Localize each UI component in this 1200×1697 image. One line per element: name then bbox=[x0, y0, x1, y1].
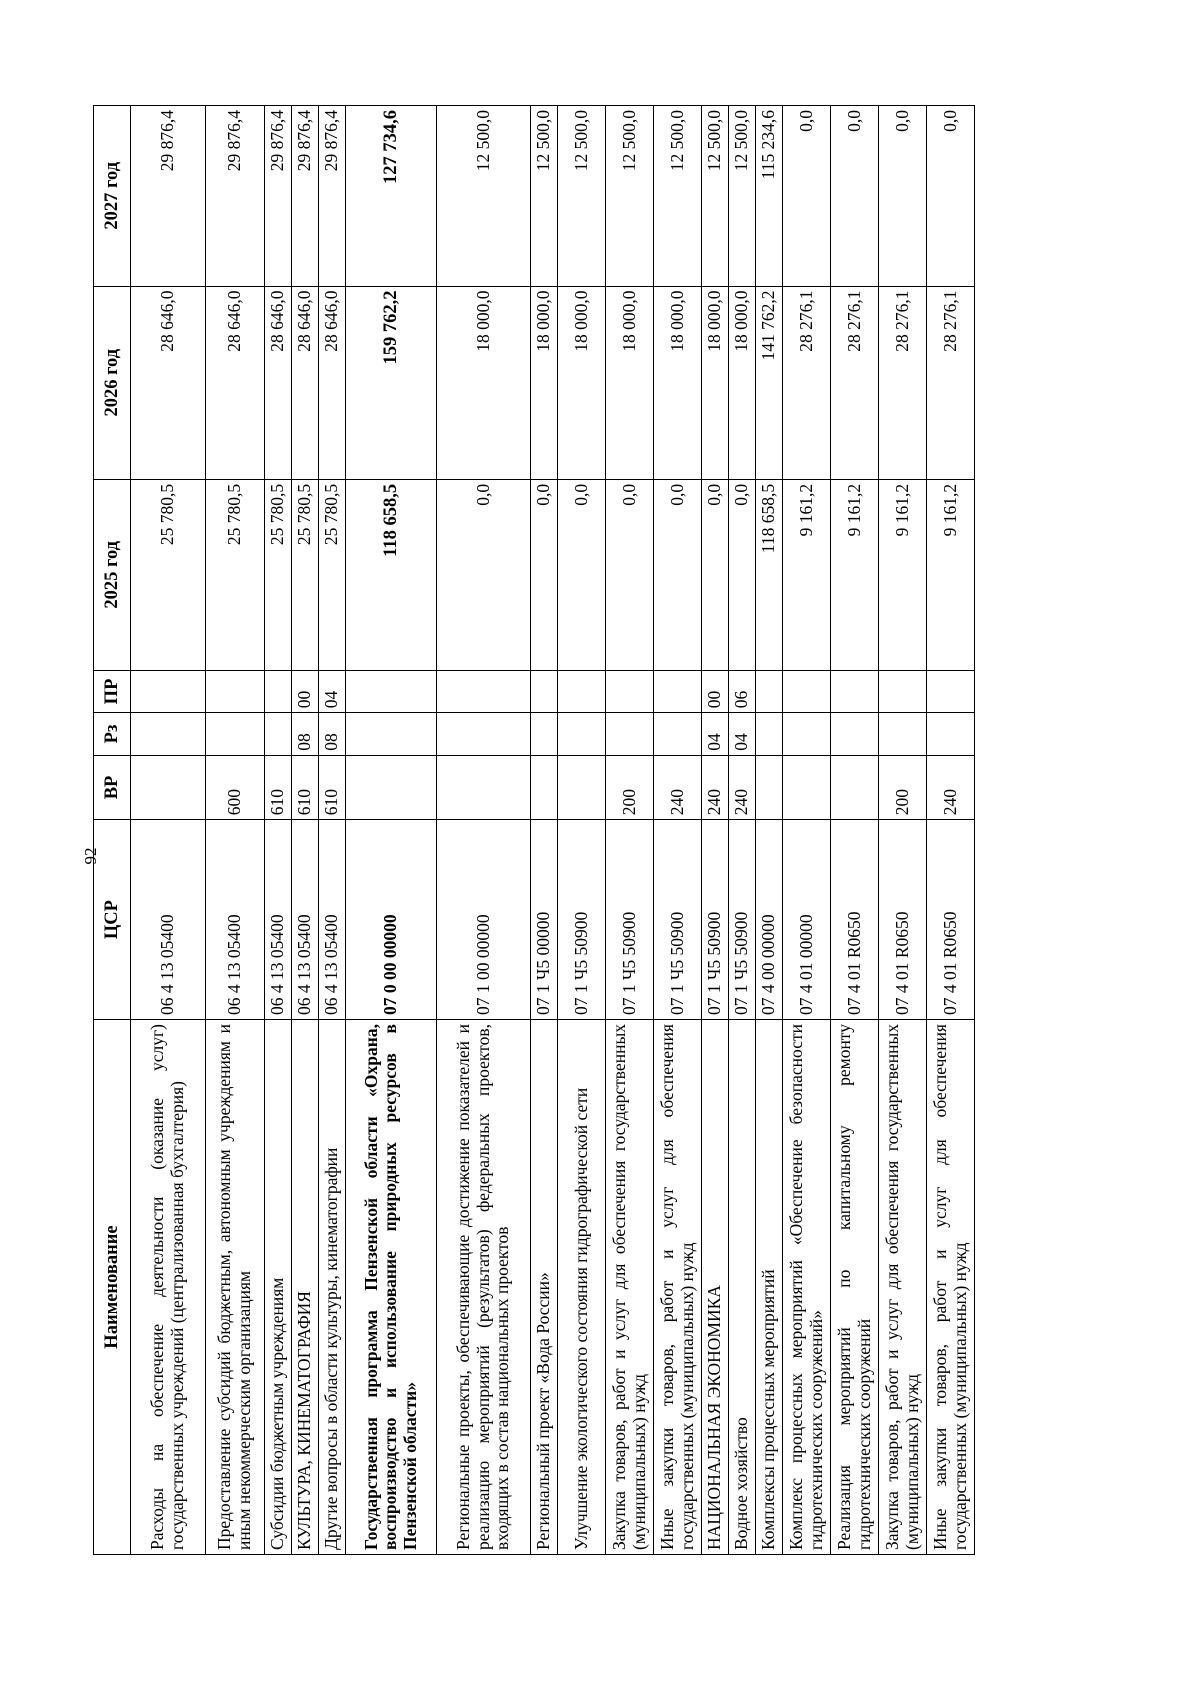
header-csr: ЦСР bbox=[94, 820, 131, 1020]
header-vr: ВР bbox=[94, 755, 131, 819]
row-name: Закупка товаров, работ и услуг для обеспечения государственных (муниципальных) нужд bbox=[879, 1020, 927, 1555]
row-rz bbox=[606, 713, 654, 756]
row-value-2025: 118 658,5 bbox=[756, 479, 783, 670]
row-rz bbox=[927, 713, 975, 756]
row-vr bbox=[558, 755, 606, 819]
row-name: Региональный проект «Вода России» bbox=[531, 1020, 558, 1555]
row-value-2026: 18 000,0 bbox=[437, 286, 531, 479]
table-row bbox=[206, 106, 265, 1555]
row-vr: 610 bbox=[319, 755, 346, 819]
row-vr bbox=[437, 755, 531, 819]
row-rz: 08 bbox=[292, 713, 319, 756]
row-value-2025: 9 161,2 bbox=[927, 479, 975, 670]
row-csr: 06 4 13 05400 bbox=[292, 820, 319, 1020]
row-value-2025: 25 780,5 bbox=[319, 479, 346, 670]
row-value-2026: 18 000,0 bbox=[654, 286, 702, 479]
row-value-2025: 0,0 bbox=[606, 479, 654, 670]
row-pr bbox=[606, 670, 654, 713]
row-csr: 07 1 Ч5 00000 bbox=[531, 820, 558, 1020]
table-row bbox=[437, 106, 531, 1555]
row-vr: 240 bbox=[654, 755, 702, 819]
row-csr: 07 1 Ч5 50900 bbox=[558, 820, 606, 1020]
table-row bbox=[783, 106, 831, 1555]
row-value-2027: 12 500,0 bbox=[729, 106, 756, 287]
row-value-2027: 12 500,0 bbox=[531, 106, 558, 287]
row-value-2025: 0,0 bbox=[729, 479, 756, 670]
row-rz: 04 bbox=[702, 713, 729, 756]
row-rz bbox=[783, 713, 831, 756]
table-row bbox=[702, 106, 729, 1555]
row-pr bbox=[831, 670, 879, 713]
row-csr: 07 1 Ч5 50900 bbox=[606, 820, 654, 1020]
row-value-2026: 28 276,1 bbox=[879, 286, 927, 479]
row-rz bbox=[831, 713, 879, 756]
row-value-2027: 12 500,0 bbox=[437, 106, 531, 287]
row-pr bbox=[531, 670, 558, 713]
row-value-2025: 118 658,5 bbox=[346, 479, 437, 670]
header-name: Наименование bbox=[94, 1020, 131, 1555]
row-value-2027: 0,0 bbox=[831, 106, 879, 287]
table-row bbox=[756, 106, 783, 1555]
table-row bbox=[729, 106, 756, 1555]
table-row bbox=[265, 106, 292, 1555]
row-rz bbox=[131, 713, 206, 756]
row-pr: 00 bbox=[292, 670, 319, 713]
row-value-2027: 29 876,4 bbox=[292, 106, 319, 287]
row-value-2027: 29 876,4 bbox=[265, 106, 292, 287]
row-rz: 08 bbox=[319, 713, 346, 756]
row-value-2025: 9 161,2 bbox=[783, 479, 831, 670]
row-rz bbox=[654, 713, 702, 756]
row-value-2025: 25 780,5 bbox=[265, 479, 292, 670]
row-vr: 240 bbox=[729, 755, 756, 819]
row-csr: 06 4 13 05400 bbox=[319, 820, 346, 1020]
row-pr bbox=[558, 670, 606, 713]
row-name: Государственная программа Пензенской области «Охрана, воспроизводство и использование природных ресурсов в Пензенской области» bbox=[346, 1020, 437, 1555]
row-name: НАЦИОНАЛЬНАЯ ЭКОНОМИКА bbox=[702, 1020, 729, 1555]
row-value-2027: 12 500,0 bbox=[558, 106, 606, 287]
row-name: Субсидии бюджетным учреждениям bbox=[265, 1020, 292, 1555]
row-value-2025: 9 161,2 bbox=[879, 479, 927, 670]
row-csr: 07 0 00 00000 bbox=[346, 820, 437, 1020]
header-2026: 2026 год bbox=[94, 286, 131, 479]
row-value-2026: 28 276,1 bbox=[927, 286, 975, 479]
row-rz bbox=[879, 713, 927, 756]
table-row bbox=[654, 106, 702, 1555]
row-vr bbox=[131, 755, 206, 819]
row-name: Иные закупки товаров, работ и услуг для обеспечения государственных (муниципальных) нужд bbox=[927, 1020, 975, 1555]
row-value-2025: 25 780,5 bbox=[206, 479, 265, 670]
row-pr bbox=[654, 670, 702, 713]
row-vr: 240 bbox=[927, 755, 975, 819]
header-rz: Рз bbox=[94, 713, 131, 756]
row-pr bbox=[879, 670, 927, 713]
row-vr: 610 bbox=[292, 755, 319, 819]
row-value-2027: 0,0 bbox=[879, 106, 927, 287]
row-rz bbox=[531, 713, 558, 756]
row-pr bbox=[346, 670, 437, 713]
row-value-2027: 29 876,4 bbox=[131, 106, 206, 287]
row-pr bbox=[131, 670, 206, 713]
row-pr: 00 bbox=[702, 670, 729, 713]
row-name: Закупка товаров, работ и услуг для обеспечения государственных (муниципальных) нужд bbox=[606, 1020, 654, 1555]
row-value-2026: 28 646,0 bbox=[206, 286, 265, 479]
header-2027: 2027 год bbox=[94, 106, 131, 287]
table-row bbox=[606, 106, 654, 1555]
table-header-row bbox=[94, 106, 131, 1555]
row-name: Комплексы процессных мероприятий bbox=[756, 1020, 783, 1555]
row-csr: 07 1 00 00000 bbox=[437, 820, 531, 1020]
row-pr bbox=[927, 670, 975, 713]
row-csr: 07 4 01 R0650 bbox=[879, 820, 927, 1020]
page-number: 92 bbox=[81, 847, 100, 865]
row-value-2025: 0,0 bbox=[702, 479, 729, 670]
table-row bbox=[292, 106, 319, 1555]
table-row bbox=[531, 106, 558, 1555]
row-value-2026: 18 000,0 bbox=[531, 286, 558, 479]
row-vr: 240 bbox=[702, 755, 729, 819]
row-pr bbox=[437, 670, 531, 713]
row-vr bbox=[831, 755, 879, 819]
row-value-2027: 29 876,4 bbox=[319, 106, 346, 287]
row-csr: 07 4 00 00000 bbox=[756, 820, 783, 1020]
row-value-2027: 12 500,0 bbox=[606, 106, 654, 287]
header-pr: ПР bbox=[94, 670, 131, 713]
row-rz bbox=[558, 713, 606, 756]
row-value-2026: 28 646,0 bbox=[265, 286, 292, 479]
row-name: Водное хозяйство bbox=[729, 1020, 756, 1555]
row-pr: 04 bbox=[319, 670, 346, 713]
row-value-2026: 28 646,0 bbox=[131, 286, 206, 479]
row-rz bbox=[206, 713, 265, 756]
row-csr: 07 1 Ч5 50900 bbox=[729, 820, 756, 1020]
table-row bbox=[319, 106, 346, 1555]
row-value-2025: 0,0 bbox=[558, 479, 606, 670]
rotated-table-area bbox=[93, 105, 1093, 1555]
table-row bbox=[558, 106, 606, 1555]
row-value-2026: 28 276,1 bbox=[783, 286, 831, 479]
row-value-2026: 18 000,0 bbox=[729, 286, 756, 479]
row-value-2026: 28 646,0 bbox=[319, 286, 346, 479]
table-row bbox=[879, 106, 927, 1555]
row-name: Улучшение экологического состояния гидрографической сети bbox=[558, 1020, 606, 1555]
row-vr bbox=[783, 755, 831, 819]
row-rz bbox=[346, 713, 437, 756]
row-name: Иные закупки товаров, работ и услуг для обеспечения государственных (муниципальных) нужд bbox=[654, 1020, 702, 1555]
row-name: КУЛЬТУРА, КИНЕМАТОГРАФИЯ bbox=[292, 1020, 319, 1555]
row-rz bbox=[265, 713, 292, 756]
row-value-2025: 0,0 bbox=[654, 479, 702, 670]
row-pr bbox=[265, 670, 292, 713]
table-row bbox=[346, 106, 437, 1555]
row-csr: 07 1 Ч5 50900 bbox=[702, 820, 729, 1020]
row-name: Предоставление субсидий бюджетным, автономным учреждениям и иным некоммерческим организациям bbox=[206, 1020, 265, 1555]
row-value-2026: 159 762,2 bbox=[346, 286, 437, 479]
row-vr: 610 bbox=[265, 755, 292, 819]
budget-table bbox=[93, 105, 975, 1555]
table-row bbox=[831, 106, 879, 1555]
row-value-2027: 12 500,0 bbox=[702, 106, 729, 287]
table-row bbox=[927, 106, 975, 1555]
row-name: Реализация мероприятий по капитальному ремонту гидротехнических сооружений bbox=[831, 1020, 879, 1555]
row-rz: 04 bbox=[729, 713, 756, 756]
row-rz bbox=[756, 713, 783, 756]
row-vr: 200 bbox=[879, 755, 927, 819]
row-name: Региональные проекты, обеспечивающие достижение показателей и реализацию мероприятий (результатов) федеральных проектов, входящих в состав национальных проектов bbox=[437, 1020, 531, 1555]
row-value-2027: 0,0 bbox=[927, 106, 975, 287]
row-pr bbox=[756, 670, 783, 713]
row-value-2026: 141 762,2 bbox=[756, 286, 783, 479]
row-name: Другие вопросы в области культуры, кинематографии bbox=[319, 1020, 346, 1555]
row-value-2027: 115 234,6 bbox=[756, 106, 783, 287]
table-row bbox=[131, 106, 206, 1555]
row-value-2026: 18 000,0 bbox=[558, 286, 606, 479]
row-vr bbox=[756, 755, 783, 819]
row-csr: 07 4 01 R0650 bbox=[831, 820, 879, 1020]
row-value-2026: 28 276,1 bbox=[831, 286, 879, 479]
row-vr: 200 bbox=[606, 755, 654, 819]
row-value-2025: 0,0 bbox=[437, 479, 531, 670]
row-value-2025: 9 161,2 bbox=[831, 479, 879, 670]
row-csr: 06 4 13 05400 bbox=[206, 820, 265, 1020]
row-value-2025: 0,0 bbox=[531, 479, 558, 670]
row-name: Комплекс процессных мероприятий «Обеспечение безопасности гидротехнических сооружений» bbox=[783, 1020, 831, 1555]
row-value-2026: 18 000,0 bbox=[702, 286, 729, 479]
row-value-2026: 18 000,0 bbox=[606, 286, 654, 479]
row-value-2027: 0,0 bbox=[783, 106, 831, 287]
row-vr: 600 bbox=[206, 755, 265, 819]
row-csr: 07 1 Ч5 50900 bbox=[654, 820, 702, 1020]
row-csr: 07 4 01 00000 bbox=[783, 820, 831, 1020]
row-csr: 06 4 13 05400 bbox=[131, 820, 206, 1020]
row-value-2027: 29 876,4 bbox=[206, 106, 265, 287]
row-value-2025: 25 780,5 bbox=[131, 479, 206, 670]
header-2025: 2025 год bbox=[94, 479, 131, 670]
row-csr: 06 4 13 05400 bbox=[265, 820, 292, 1020]
row-value-2027: 127 734,6 bbox=[346, 106, 437, 287]
row-value-2025: 25 780,5 bbox=[292, 479, 319, 670]
row-pr: 06 bbox=[729, 670, 756, 713]
row-pr bbox=[783, 670, 831, 713]
row-pr bbox=[206, 670, 265, 713]
row-name: Расходы на обеспечение деятельности (оказание услуг) государственных учреждений (централизованная бухгалтерия) bbox=[131, 1020, 206, 1555]
row-vr bbox=[346, 755, 437, 819]
row-rz bbox=[437, 713, 531, 756]
row-vr bbox=[531, 755, 558, 819]
row-value-2026: 28 646,0 bbox=[292, 286, 319, 479]
row-value-2027: 12 500,0 bbox=[654, 106, 702, 287]
row-csr: 07 4 01 R0650 bbox=[927, 820, 975, 1020]
